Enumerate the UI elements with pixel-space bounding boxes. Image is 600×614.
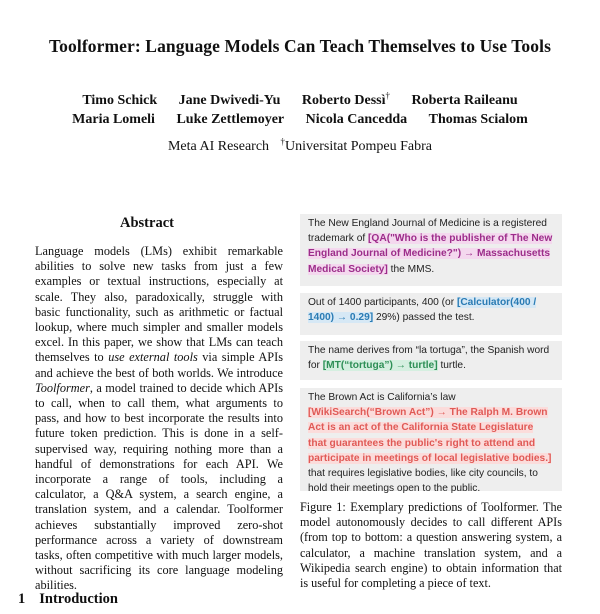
section-title: Introduction: [39, 591, 118, 607]
abstract-heading: Abstract: [120, 215, 174, 231]
affiliations: [0, 136, 600, 155]
abstract-text: Language models (LMs) exhibit remarkable abilities to solve new tasks from just a few examples or textual instructions, especially at scale. They also, paradoxically, struggle with basic functionality, such as arithmetic or factual lookup, where much simpler and smaller models excel. In this paper, we show that LMs can teach themselves to use external tools via simple APIs and achieve the best of both worlds. We introduce Toolformer, a model trained to decide which APIs to call, when to call them, what arguments to pass, and how to best incorporate the results into future token prediction. This is done in a self-supervised way, requiring nothing more than a handful of demonstrations for each API. We incorporate a range of tools, including a calculator, a Q&A system, a search engine, a translation system, and a calendar. Toolformer achieves substantially improved zero-shot performance across a variety of downstream tasks, often competitive with much larger models, without sacrificing its core language modeling abilities.: [35, 244, 284, 593]
example-qa: The New England Journal of Medicine is a registered trademark of [QA("Who is the publisher of The New England Journal of Medicine?") → Massachusetts Medical Society] the MMS.: [300, 214, 562, 286]
example-wikisearch: The Brown Act is California’s law [WikiSearch(“Brown Act”) → The Ralph M. Brown Act is an act of the California State Legislature that guarantees the public's right to attend and participate in meetings of local legislative bodies.] that requires legislative bodies, like city councils, to hold their meetings open to the public.: [300, 388, 562, 491]
example-calculator: Out of 1400 participants, 400 (or [Calculator(400 / 1400) → 0.29] 29%) passed the test.: [300, 293, 562, 335]
author: Roberta Raileanu: [411, 92, 518, 108]
authors-row-1: [0, 90, 600, 109]
calculator-api-call: [Calculator(400 / 1400) → 0.29]: [308, 297, 537, 324]
author: Jane Dwivedi-Yu: [178, 92, 281, 108]
authors-row-2: [0, 112, 600, 128]
author: Nicola Cancedda: [305, 112, 408, 127]
author: Maria Lomeli: [72, 112, 155, 127]
author: Roberto Dessì†: [301, 90, 391, 108]
section-heading: [18, 591, 118, 608]
example-translation: The name derives from “la tortuga”, the Spanish word for [MT(“tortuga”) → turtle] turtle.: [300, 341, 562, 380]
author: Thomas Scialom: [428, 112, 528, 127]
affiliation: †Universitat Pompeu Fabra: [280, 136, 433, 154]
affiliation: Meta AI Research: [167, 138, 270, 154]
author: Luke Zettlemoyer: [176, 112, 285, 127]
author: Timo Schick: [82, 92, 158, 108]
figure-caption: Figure 1: Exemplary predictions of Toolformer. The model autonomously decides to call different APIs (from top to bottom: a question answering system, a calculator, a machine translation system, and a Wikipedia search engine) to obtain information that is useful for completing a piece of text.: [300, 500, 562, 591]
wikisearch-api-call: [WikiSearch(“Brown Act”) → The Ralph M. Brown Act is an act of the California State Legislature that guarantees the public's right to attend and participate in meetings of local legislative bodies.]: [308, 407, 552, 464]
paper-title: Toolformer: Language Models Can Teach Themselves to Use Tools: [49, 36, 551, 56]
section-number: 1: [18, 591, 26, 607]
mt-api-call: [MT(“tortuga”) → turtle]: [322, 360, 438, 372]
qa-api-call: [QA("Who is the publisher of The New England Journal of Medicine?") → Massachusetts Medical Society]: [308, 233, 553, 275]
